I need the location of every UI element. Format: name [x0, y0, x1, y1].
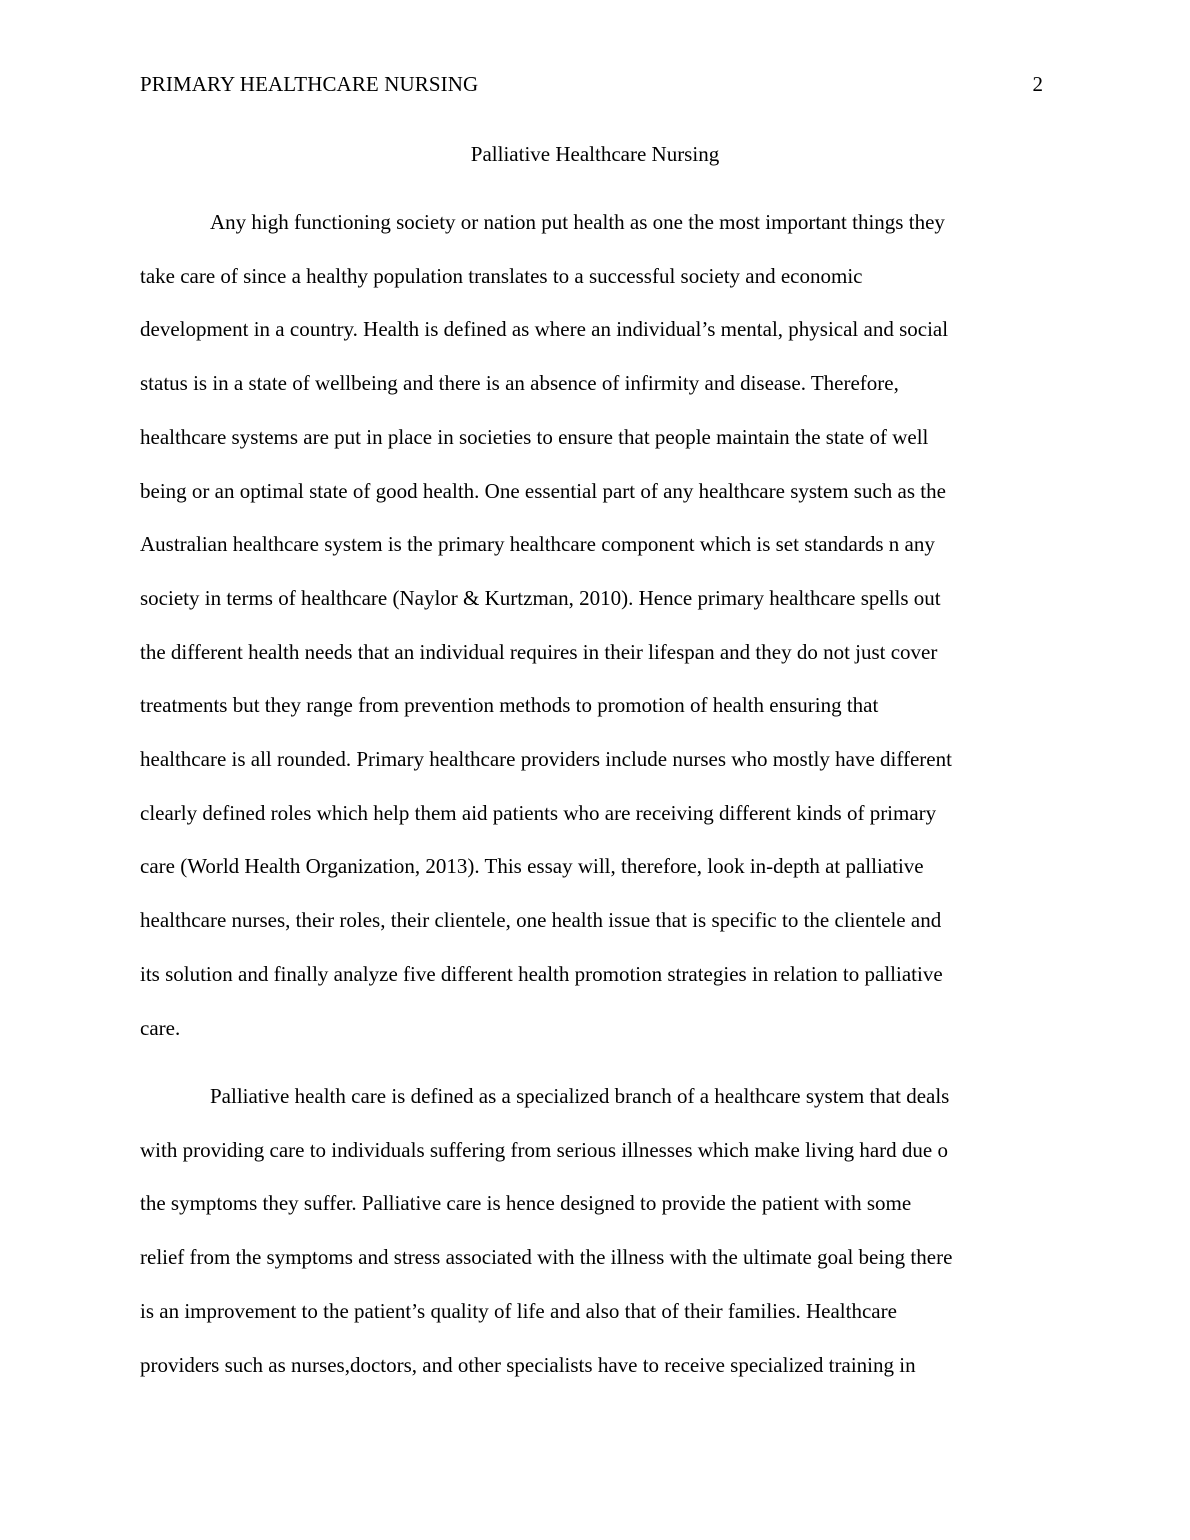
paragraph-line: Australian healthcare system is the primary healthcare component which is set standards n any: [140, 532, 935, 557]
paragraph-line: clearly defined roles which help them aid patients who are receiving different kinds of primary: [140, 800, 937, 825]
paragraph-line: Palliative health care is defined as a specialized branch of a healthcare system that deals: [210, 1084, 950, 1108]
paragraph-line: with providing care to individuals suffering from serious illnesses which make living hard due o: [140, 1137, 948, 1162]
paragraph-line: healthcare systems are put in place in societies to ensure that people maintain the state of well: [140, 424, 929, 449]
paragraph-line: treatments but they range from prevention methods to promotion of health ensuring that: [140, 693, 879, 718]
page-number: 2: [1032, 72, 1043, 96]
paragraph-line: is an improvement to the patient’s quality of life and also that of their families. Healthcare: [140, 1298, 897, 1323]
paragraph-line: society in terms of healthcare (Naylor & Kurtzman, 2010). Hence primary healthcare spells out: [140, 585, 941, 610]
paragraph-line: status is in a state of wellbeing and there is an absence of infirmity and disease. Therefore,: [140, 371, 899, 396]
paragraph-line: take care of since a healthy population translates to a successful society and economic: [140, 263, 863, 288]
paragraph-2: [140, 1070, 1050, 1392]
paragraph-line: providers such as nurses,doctors, and other specialists have to receive specialized training in: [140, 1352, 916, 1377]
paragraph-line: its solution and finally analyze five different health promotion strategies in relation to palliative: [140, 961, 943, 986]
paragraph-1: [140, 196, 1050, 1055]
paragraph-line: development in a country. Health is defined as where an individual’s mental, physical and social: [140, 317, 949, 342]
paragraph-line: care.: [140, 1015, 181, 1040]
paragraph-line: relief from the symptoms and stress associated with the illness with the ultimate goal being there: [140, 1245, 953, 1270]
paragraph-line: being or an optimal state of good health. One essential part of any healthcare system such as the: [140, 478, 946, 503]
paragraph-line: care (World Health Organization, 2013). This essay will, therefore, look in-depth at palliative: [140, 854, 924, 879]
running-head: PRIMARY HEALTHCARE NURSING: [140, 72, 479, 96]
paragraph-line: the different health needs that an individual requires in their lifespan and they do not just cover: [140, 639, 938, 664]
paragraph-line: healthcare is all rounded. Primary healthcare providers include nurses who mostly have different: [140, 747, 952, 772]
document-title: Palliative Healthcare Nursing: [470, 142, 720, 166]
paragraph-line: the symptoms they suffer. Palliative care is hence designed to provide the patient with some: [140, 1191, 912, 1216]
paragraph-line: Any high functioning society or nation put health as one the most important things they: [210, 210, 945, 234]
paragraph-line: healthcare nurses, their roles, their clientele, one health issue that is specific to the clientele and: [140, 908, 942, 933]
